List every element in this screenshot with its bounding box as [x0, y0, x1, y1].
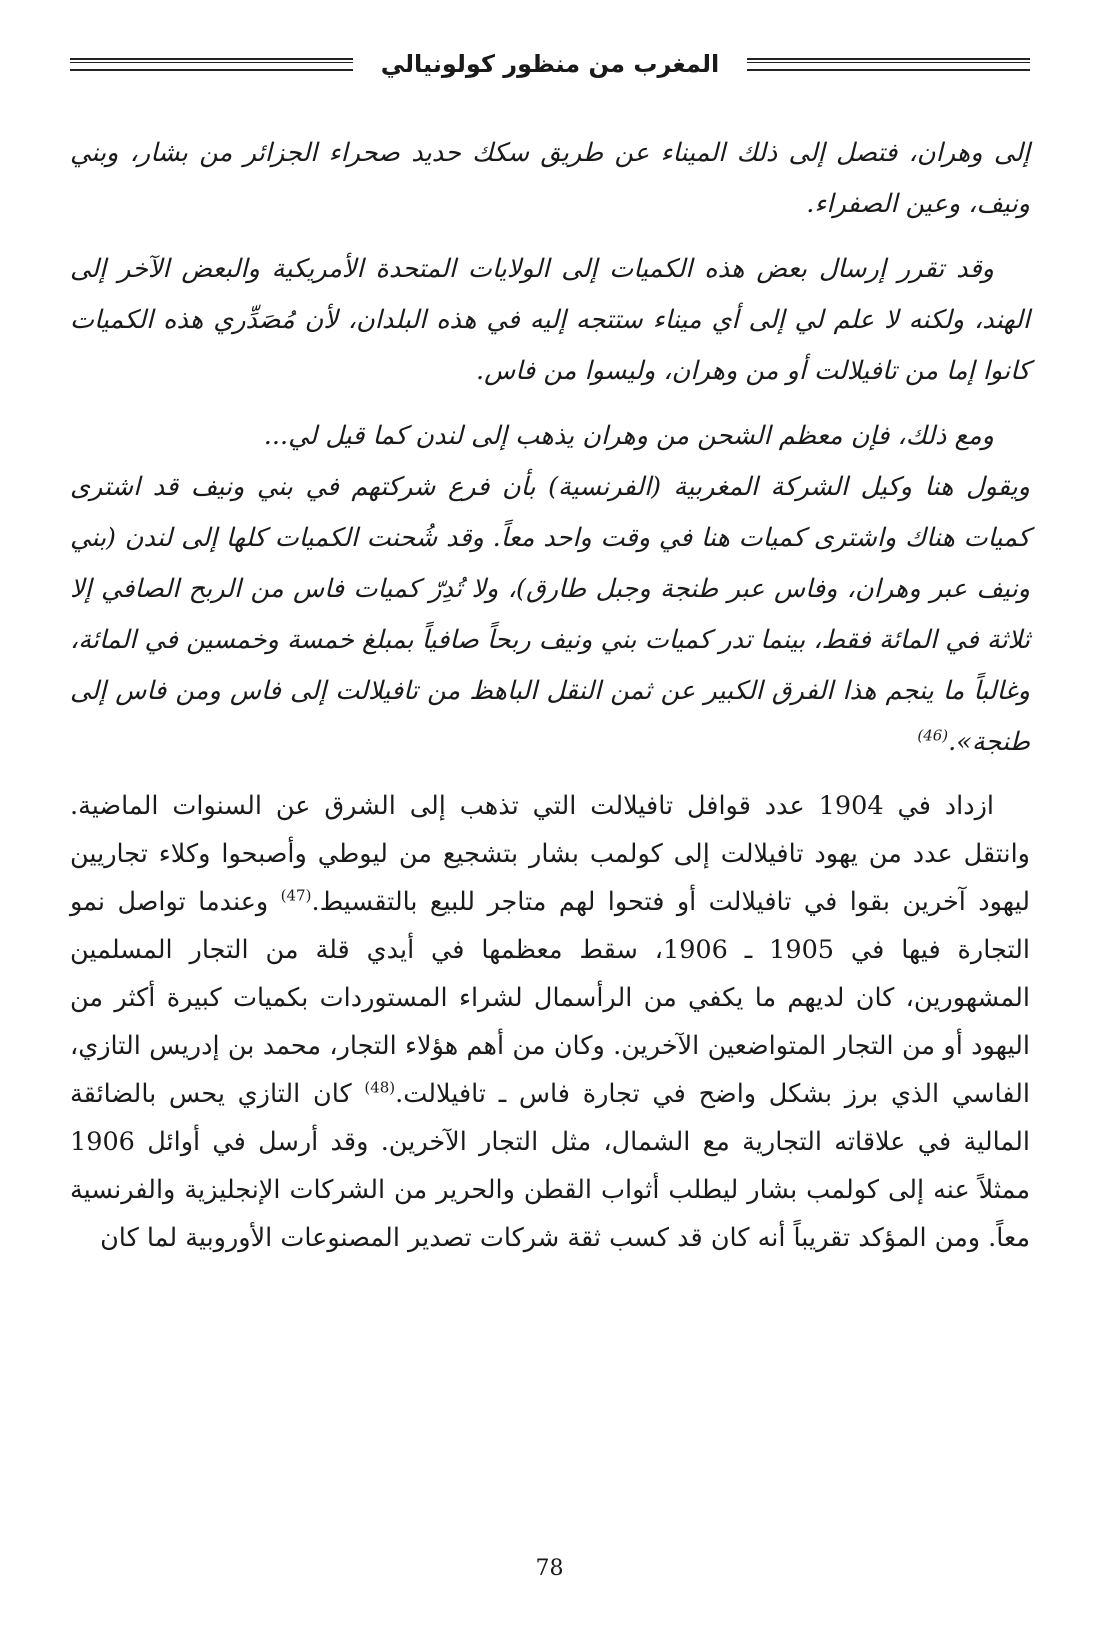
quote-paragraph-2: وقد تقرر إرسال بعض هذه الكميات إلى الولايات المتحدة الأمريكية والبعض الآخر إلى الهند، ولكنه لا علم لي إلى أي ميناء ستتجه إليه في هذه البلدان، لأن مُصَدِّري هذه الكميات كانوا إما من تافيلالت أو من وهران، وليسوا من فاس.: [70, 254, 1030, 386]
footnote-ref-48: (48): [364, 1078, 396, 1097]
narrative-part-3: كان التازي يحس بالضائقة المالية في علاقاته التجارية مع الشمال، مثل التجار الآخرين. وقد أرسل في أوائل 1906 ممثلاً عنه إلى كولمب بشار ليطلب أثواب القطن والحرير من الشركات الإنجليزية والفرنسية معاً. ومن المؤكد تقريباً أنه كان قد كسب ثقة شركات تصدير المصنوعات الأوروبية لما كان: [70, 1079, 1030, 1253]
narrative-paragraph: [70, 782, 1030, 1262]
header-rule-right: [747, 58, 1030, 71]
narrative-part-1: ازداد في 1904 عدد قوافل تافيلالت التي تذهب إلى الشرق عن السنوات الماضية. وانتقل عدد من يهود تافيلالت إلى كولمب بشار بتشجيع من ليوطي وأصبحوا وكلاء تجاريين ليهود آخرين بقوا في تافيلالت أو فتحوا لهم متاجر للبيع بالتقسيط.: [70, 791, 1030, 917]
header-rule-left: [70, 58, 353, 71]
footnote-ref-46: (46): [917, 726, 949, 745]
book-title: المغرب من منظور كولونيالي: [380, 50, 720, 78]
quote-paragraph-3: ومع ذلك، فإن معظم الشحن من وهران يذهب إلى لندن كما قيل لي...: [263, 421, 994, 451]
narrative-text: [70, 782, 1030, 1262]
quoted-passage: [70, 128, 1030, 768]
quote-paragraph-4-text: ويقول هنا وكيل الشركة المغربية (الفرنسية) بأن فرع شركتهم في بني ونيف قد اشترى كميات هناك واشترى كميات هنا في وقت واحد معاً. وقد شُحنت الكميات كلها إلى لندن (بني ونيف عبر وهران، وفاس عبر طنجة وجبل طارق)، ولا تُدِرّ كميات فاس من الربح الصافي إلا ثلاثة في المائة فقط، بينما تدر كميات بني ونيف ربحاً صافياً بمبلغ خمسة وخمسين في المائة، وغالباً ما ينجم هذا الفرق الكبير عن ثمن النقل الباهظ من تافيلالت إلى فاس ومن فاس إلى طنجة».: [70, 472, 1030, 757]
footnote-ref-47: (47): [280, 886, 312, 905]
page-number: 78: [535, 1556, 564, 1581]
quote-paragraph-1: إلى وهران، فتصل إلى ذلك الميناء عن طريق سكك حديد صحراء الجزائر من بشار، وبني ونيف، وعين الصفراء.: [70, 138, 1030, 219]
narrative-part-2: وعندما تواصل نمو التجارة فيها في 1905 ـ 1906، سقط معظمها في أيدي قلة من التجار المسلمين المشهورين، كان لديهم ما يكفي من الرأسمال لشراء المستوردات بكميات كبيرة أكثر من اليهود أو من التجار المتواضعين الآخرين. وكان من أهم هؤلاء التجار، محمد بن إدريس التازي، الفاسي الذي برز بشكل واضح في تجارة فاس ـ تافيلالت.: [70, 887, 1031, 1109]
quote-paragraph-4: [70, 462, 1030, 768]
running-header: [70, 44, 1030, 84]
page-body: [70, 128, 1030, 1262]
